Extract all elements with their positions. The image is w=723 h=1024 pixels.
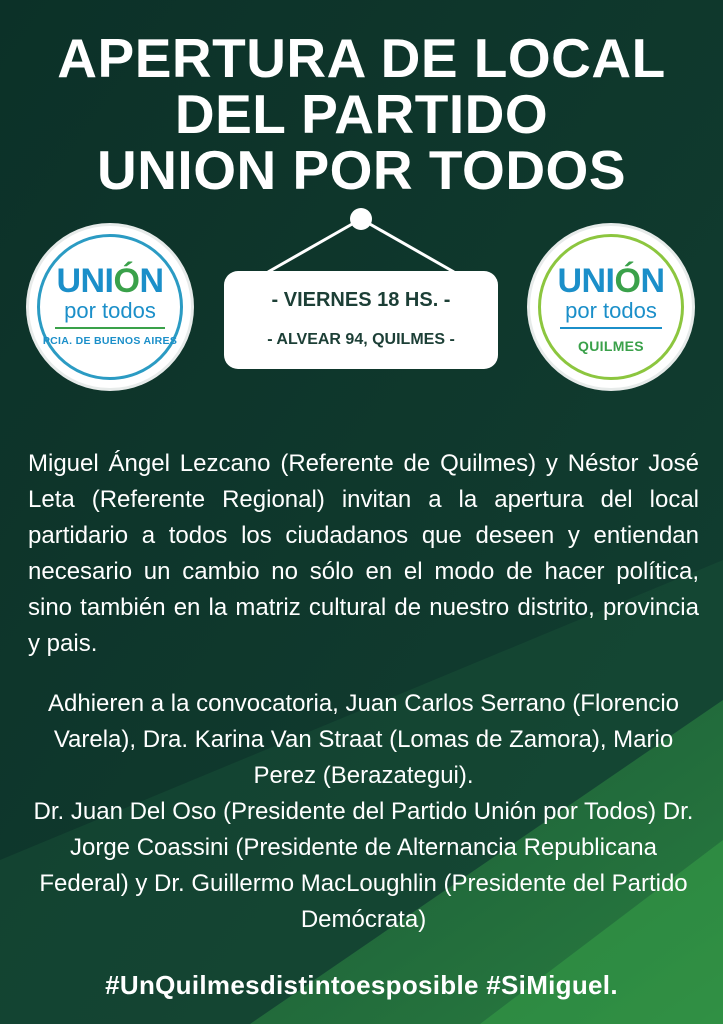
logo-right-brand: UNIÓN xyxy=(557,262,665,300)
logo-right xyxy=(530,226,692,388)
event-time: - VIERNES 18 HS. - xyxy=(271,289,451,311)
logo-left-divider xyxy=(55,327,165,329)
event-address: - ALVEAR 94, QUILMES - xyxy=(267,331,455,348)
supporters-text-1: Adhieren a la convocatoria, Juan Carlos Serrano (Florencio Varela), Dra. Karina Van Straat (Lomas de Zamora), Mario Perez (Berazategui). xyxy=(48,690,679,789)
logo-right-subtitle: QUILMES xyxy=(578,338,644,354)
logo-right-tagline: por todos xyxy=(565,298,657,323)
logo-left xyxy=(29,226,191,388)
logo-left-brand: UNIÓN xyxy=(56,262,164,300)
title-line-2: DEL PARTIDO xyxy=(174,83,549,145)
logo-left-subtitle: PCIA. DE BUENOS AIRES xyxy=(42,335,178,347)
title-line-3: UNION POR TODOS xyxy=(96,139,627,201)
logo-left-tagline: por todos xyxy=(64,298,156,323)
hashtag-text: #UnQuilmesdistintoesposible #SiMiguel. xyxy=(105,970,618,1000)
supporters-paragraph xyxy=(28,686,699,938)
supporters-text-2: Dr. Juan Del Oso (Presidente del Partido Unión por Todos) Dr. Jorge Coassini (Presidente de Alternancia Republicana Federal) y Dr. Guillermo MacLoughlin (Presidente del Partido Demócrata) xyxy=(33,798,694,933)
logo-right-divider xyxy=(560,327,662,329)
invitation-paragraph: Miguel Ángel Lezcano (Referente de Quilmes) y Néstor José Leta (Referente Regional) invitan a la apertura del local partidario a todos los ciudadanos que deseen y entiendan necesario un cambio no sólo en el modo de hacer política, sino también en la matriz cultural de nuestro distrito, provincia y pais. xyxy=(28,450,699,657)
title-line-1: APERTURA DE LOCAL xyxy=(57,27,666,89)
event-sign xyxy=(224,271,498,369)
